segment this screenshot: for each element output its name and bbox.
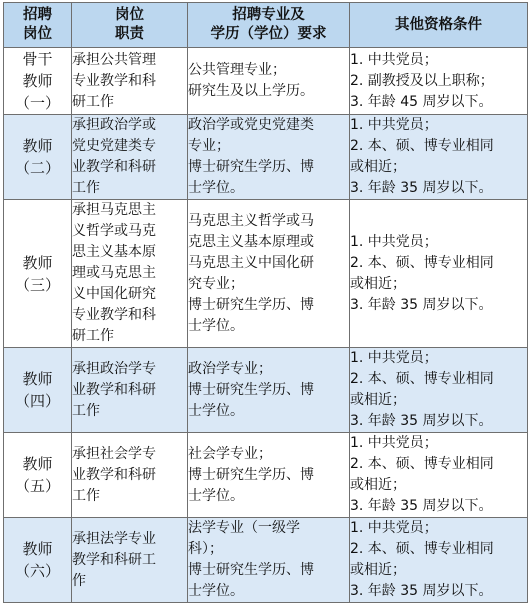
other-cell xyxy=(350,48,528,115)
major-cell xyxy=(188,115,350,200)
cell-line: 专业； xyxy=(188,138,230,154)
cell-line: 3. 年龄 35 周岁以下。 xyxy=(350,498,493,514)
cell-line: 教师 xyxy=(22,72,53,90)
other-cell xyxy=(350,433,528,518)
cell-line: 或相近； xyxy=(350,392,406,408)
other-cell xyxy=(350,348,528,433)
duty-cell xyxy=(72,200,188,348)
cell-line: 马克思主义中国化研 xyxy=(188,254,314,271)
cell-line: 或相近； xyxy=(350,159,406,175)
cell-line: 业教学和科研 xyxy=(72,159,156,175)
cell-line: 3. 年龄 35 周岁以下。 xyxy=(350,180,493,196)
cell-line: 科）； xyxy=(188,541,223,557)
header-position-text: 招聘 岗位 xyxy=(23,7,52,42)
table-row xyxy=(4,200,528,348)
cell-line: （一） xyxy=(14,94,60,112)
cell-line: 克思主义基本原理或 xyxy=(188,233,314,250)
cell-line: 3. 年龄 35 周岁以下。 xyxy=(350,296,493,313)
cell-line: 3. 年龄 45 周岁以下。 xyxy=(350,93,493,110)
major-cell xyxy=(188,433,350,518)
table-row xyxy=(4,518,528,603)
position-cell xyxy=(4,48,72,115)
cell-line: 研工作 xyxy=(72,93,114,110)
cell-line: 作 xyxy=(72,572,86,589)
other-cell xyxy=(350,200,528,348)
cell-line: 1. 中共党员； xyxy=(350,435,438,451)
cell-line: 思主义基本原 xyxy=(72,244,156,260)
cell-line: 社会学专业； xyxy=(188,445,272,462)
position-cell xyxy=(4,115,72,200)
cell-line: （六） xyxy=(14,562,60,580)
major-cell xyxy=(188,200,350,348)
cell-line: 教师 xyxy=(22,137,53,155)
header-other xyxy=(350,3,528,48)
cell-line: 义中国化研究 xyxy=(72,286,156,302)
major-cell xyxy=(188,518,350,603)
cell-line: 3. 年龄 35 周岁以下。 xyxy=(350,583,493,599)
cell-line: 马克思主义哲学或马 xyxy=(188,212,314,229)
cell-line: 3. 年龄 35 周岁以下。 xyxy=(350,413,493,429)
cell-line: 承担法学专业 xyxy=(72,530,156,547)
header-duty xyxy=(72,3,188,48)
cell-line: 承担公共管理 xyxy=(72,51,156,68)
cell-line: 公共管理专业； xyxy=(188,62,286,78)
table-row xyxy=(4,348,528,433)
position-cell xyxy=(4,518,72,603)
cell-line: 士学位。 xyxy=(188,487,244,504)
cell-line: 专业教学和科 xyxy=(72,72,156,89)
cell-line: 业教学和科研 xyxy=(72,381,156,398)
cell-line: 1. 中共党员； xyxy=(350,233,438,250)
header-position xyxy=(4,3,72,48)
cell-line: 教师 xyxy=(22,370,53,388)
table-row xyxy=(4,115,528,200)
cell-line: 政治学或党史党建类 xyxy=(188,117,314,133)
duty-cell xyxy=(72,433,188,518)
header-row xyxy=(4,3,528,48)
recruitment-table xyxy=(3,2,528,603)
cell-line: 1. 中共党员； xyxy=(350,520,438,536)
cell-line: 工作 xyxy=(72,487,100,504)
cell-line: 工作 xyxy=(72,402,100,419)
duty-cell xyxy=(72,348,188,433)
cell-line: 2. 本、硕、博专业相同 xyxy=(350,456,494,472)
cell-line: 义哲学或马克 xyxy=(72,223,156,239)
cell-line: （三） xyxy=(14,275,60,294)
table-row xyxy=(4,48,528,115)
cell-line: 研工作 xyxy=(72,328,114,344)
cell-line: 承担政治学专 xyxy=(72,360,156,377)
cell-line: 承担马克思主 xyxy=(72,202,156,218)
cell-line: 士学位。 xyxy=(188,402,244,419)
other-cell xyxy=(350,115,528,200)
cell-line: 或相近； xyxy=(350,275,406,292)
cell-line: 理或马克思主 xyxy=(72,265,156,281)
cell-line: 工作 xyxy=(72,180,100,196)
cell-line: 教学和科研工 xyxy=(72,551,156,568)
cell-line: 2. 本、硕、博专业相同 xyxy=(350,138,494,154)
cell-line: （五） xyxy=(14,477,60,495)
position-cell xyxy=(4,348,72,433)
cell-line: 1. 中共党员； xyxy=(350,117,438,133)
cell-line: 党史党建类专 xyxy=(72,138,156,154)
cell-line: 士学位。 xyxy=(188,317,244,334)
cell-line: 教师 xyxy=(22,253,53,272)
cell-line: 承担社会学专 xyxy=(72,445,156,462)
cell-line: 法学专业（一级学 xyxy=(188,520,300,536)
position-cell xyxy=(4,200,72,348)
table-row xyxy=(4,433,528,518)
cell-line: 博士研究生学历、博 xyxy=(188,562,314,578)
header-major xyxy=(188,3,350,48)
cell-line: （四） xyxy=(14,392,60,410)
header-duty-text: 岗位 职责 xyxy=(115,7,144,42)
cell-line: 教师 xyxy=(22,540,53,558)
major-cell xyxy=(188,348,350,433)
cell-line: 1. 中共党员； xyxy=(350,51,438,68)
cell-line: 2. 副教授及以上职称； xyxy=(350,72,494,89)
cell-line: 2. 本、硕、博专业相同 xyxy=(350,254,494,271)
cell-line: 博士研究生学历、博 xyxy=(188,381,314,398)
cell-line: 博士研究生学历、博 xyxy=(188,296,314,313)
major-cell xyxy=(188,48,350,115)
cell-line: 1. 中共党员； xyxy=(350,350,438,366)
cell-line: 业教学和科研 xyxy=(72,466,156,483)
duty-cell xyxy=(72,48,188,115)
header-major-text: 招聘专业及 学历（学位）要求 xyxy=(210,7,327,42)
cell-line: 政治学专业； xyxy=(188,360,272,377)
cell-line: 或相近； xyxy=(350,477,406,493)
cell-line: 研究生及以上学历。 xyxy=(188,83,314,99)
cell-line: 2. 本、硕、博专业相同 xyxy=(350,371,494,387)
duty-cell xyxy=(72,115,188,200)
cell-line: 专业教学和科 xyxy=(72,307,156,323)
cell-line: 士学位。 xyxy=(188,583,244,599)
cell-line: 骨干 xyxy=(22,50,53,68)
cell-line: 教师 xyxy=(22,455,53,473)
cell-line: 博士研究生学历、博 xyxy=(188,159,314,175)
header-other-text: 其他资格条件 xyxy=(395,16,482,33)
cell-line: 2. 本、硕、博专业相同 xyxy=(350,541,494,557)
cell-line: 士学位。 xyxy=(188,180,244,196)
cell-line: 究专业； xyxy=(188,275,244,292)
duty-cell xyxy=(72,518,188,603)
position-cell xyxy=(4,433,72,518)
cell-line: 承担政治学或 xyxy=(72,117,156,133)
cell-line: 博士研究生学历、博 xyxy=(188,466,314,483)
cell-line: 或相近； xyxy=(350,562,406,578)
cell-line: （二） xyxy=(14,159,60,177)
other-cell xyxy=(350,518,528,603)
